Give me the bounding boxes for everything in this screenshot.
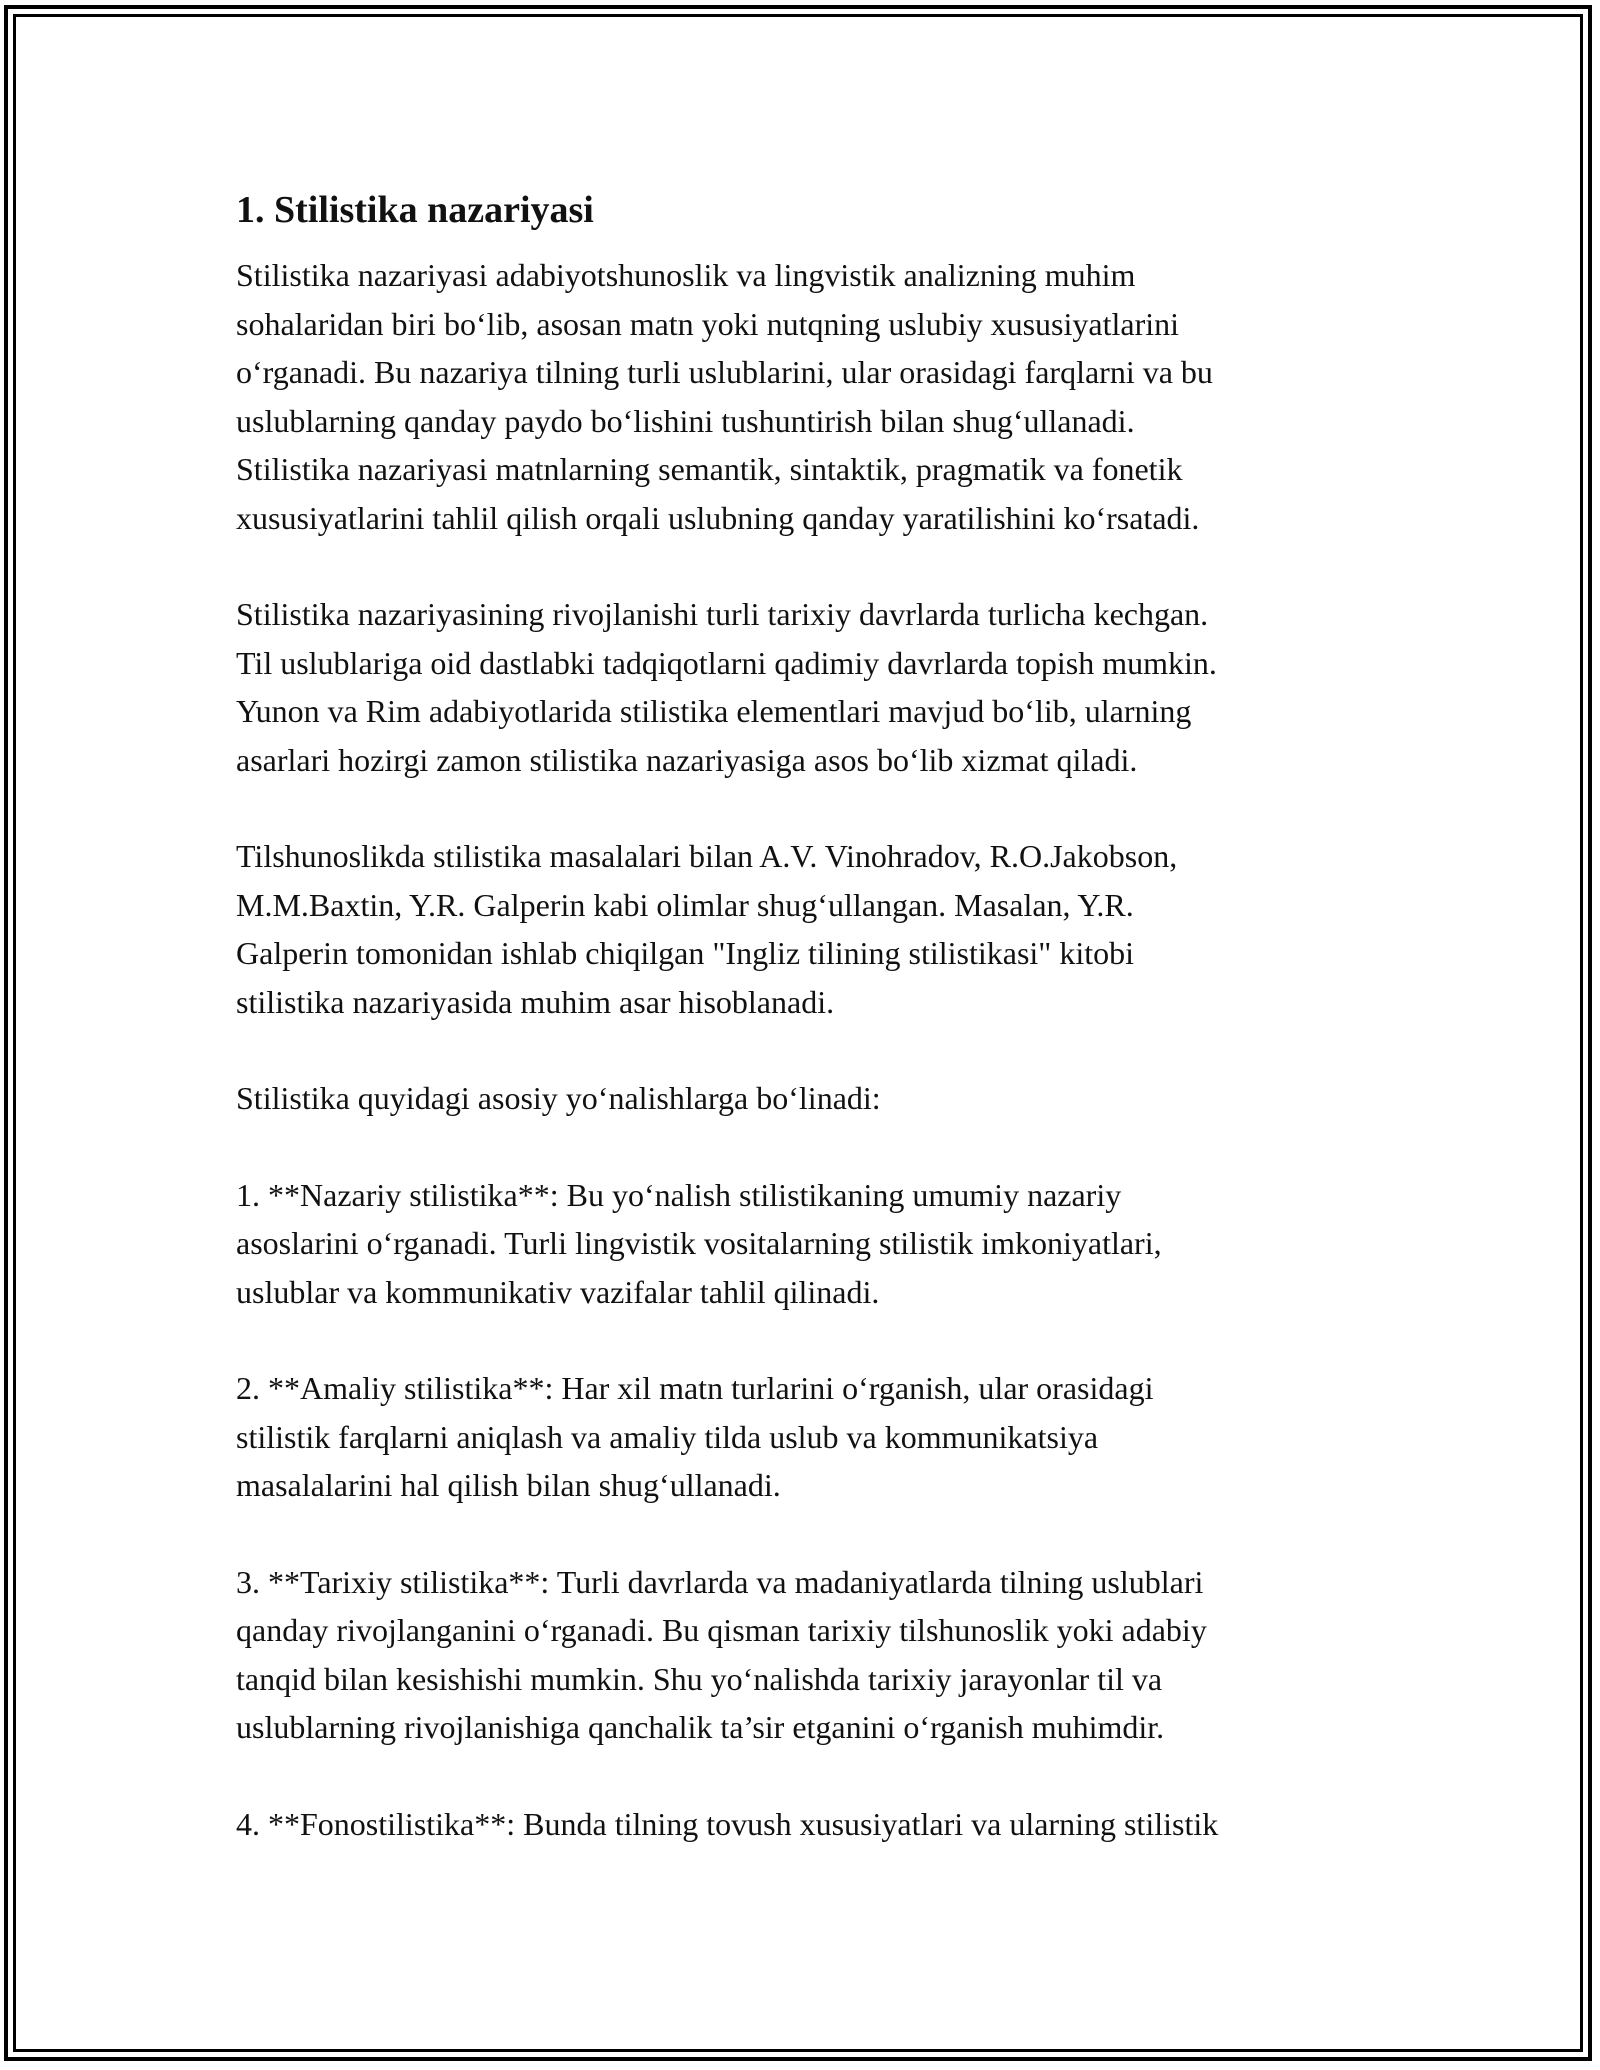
text-line: Yunon va Rim adabiyotlarida stilistika elementlari mavjud bo‘lib, ularning [236,693,1192,729]
text-line: 1. **Nazariy stilistika**: Bu yo‘nalish stilistikaning umumiy nazariy [236,1176,1122,1213]
text-line: uslublar va kommunikativ vazifalar tahlil qilinadi. [236,1273,880,1310]
paragraph-directions-intro [236,1074,1396,1123]
paragraph-scholars [236,832,1396,1026]
text-line: Tilshunoslikda stilistika masalalari bilan A.V. Vinohradov, R.O.Jakobson, [236,838,1178,874]
text-line: Galperin tomonidan ishlab chiqilgan "Ingliz tilining stilistikasi" kitobi [236,935,1135,971]
list-item-applied-stylistics [236,1364,1396,1510]
text-line: stilistik farqlarni aniqlash va amaliy tilda uslub va kommunikatsiya [236,1418,1099,1455]
text-line: uslublarning rivojlanishiga qanchalik ta’sir etganini o‘rganish muhimdir. [236,1709,1165,1745]
text-line: 4. **Fonostilistika**: Bunda tilning tovush xususiyatlari va ularning stilistik [236,1805,1219,1842]
text-line: 3. **Tarixiy stilistika**: Turli davrlarda va madaniyatlarda tilning uslublari [236,1563,1204,1600]
text-line: Stilistika nazariyasi matnlarning semantik, sintaktik, pragmatik va fonetik [236,451,1183,487]
paragraph-history [236,590,1396,784]
text-line: stilistika nazariyasida muhim asar hisoblanadi. [236,983,835,1020]
list-item-phonostylistics [236,1800,1396,1849]
paragraph-theory-intro [236,251,1396,542]
text-line: Til uslublariga oid dastlabki tadqiqotlarni qadimiy davrlarda topish mumkin. [236,644,1217,681]
document-page [236,186,1396,1896]
text-line: o‘rganadi. Bu nazariya tilning turli uslublarini, ular orasidagi farqlarni va bu [236,354,1213,390]
text-line: Stilistika quyidagi asosiy yo‘nalishlarga bo‘linadi: [236,1080,881,1116]
text-line: asarlari hozirgi zamon stilistika nazariyasiga asos bo‘lib xizmat qiladi. [236,741,1138,778]
text-line: uslublarning qanday paydo bo‘lishini tushuntirish bilan shug‘ullanadi. [236,402,1135,439]
text-line: Stilistika nazariyasi adabiyotshunoslik va lingvistik analizning muhim [236,257,1136,293]
section-heading: 1. Stilistika nazariyasi [236,189,594,231]
text-line: tanqid bilan kesishishi mumkin. Shu yo‘nalishda tarixiy jarayonlar til va [236,1660,1163,1697]
text-line: M.M.Baxtin, Y.R. Galperin kabi olimlar shug‘ullangan. Masalan, Y.R. [236,886,1134,923]
text-line: asoslarini o‘rganadi. Turli lingvistik vositalarning stilistik imkoniyatlari, [236,1225,1162,1261]
text-line: qanday rivojlanganini o‘rganadi. Bu qisman tarixiy tilshunoslik yoki adabiy [236,1612,1207,1648]
text-line: Stilistika nazariyasining rivojlanishi turli tarixiy davrlarda turlicha kechgan. [236,596,1209,632]
list-item-historical-stylistics [236,1558,1396,1752]
text-line: xususiyatlarini tahlil qilish orqali uslubning qanday yaratilishini ko‘rsatadi. [236,499,1200,536]
list-item-theoretical-stylistics [236,1171,1396,1317]
text-line: sohalaridan biri bo‘lib, asosan matn yoki nutqning uslubiy xususiyatlarini [236,305,1179,342]
text-line: 2. **Amaliy stilistika**: Har xil matn turlarini o‘rganish, ular orasidagi [236,1370,1154,1406]
text-line: masalalarini hal qilish bilan shug‘ullanadi. [236,1467,781,1503]
